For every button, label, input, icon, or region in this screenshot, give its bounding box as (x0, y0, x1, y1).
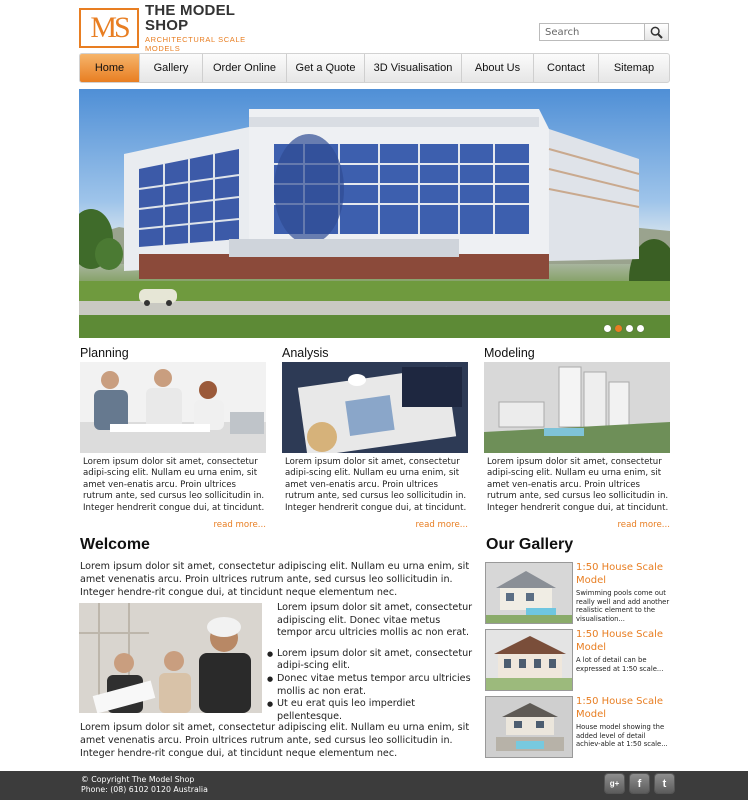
search-button[interactable] (644, 23, 669, 41)
gallery-item-title[interactable]: 1:50 House Scale Model (576, 562, 664, 586)
read-more-link[interactable]: read more... (415, 520, 468, 531)
hero-slider[interactable] (79, 89, 670, 338)
slider-dot-active[interactable] (615, 325, 622, 332)
gallery-thumb[interactable] (485, 696, 573, 758)
gallery-text (576, 562, 671, 624)
column-text: Lorem ipsum dolor sit amet, consectetur adipi-scing elit. Nullam eu urna enim, sit amet ven-enatis arcu. Proin ultrices rutrum ante, sed cursus leo sollicitudin in. Integer hendrerit congue dui, at tincidunt. (487, 457, 669, 513)
welcome-details (277, 602, 475, 723)
slider-dot[interactable] (604, 325, 611, 332)
nav-3d-visualisation[interactable]: 3D Visualisation (365, 54, 462, 82)
gallery-thumb[interactable] (485, 629, 573, 691)
column-text: Lorem ipsum dolor sit amet, consectetur adipi-scing elit. Nullam eu urna enim, sit amet ven-enatis arcu. Proin ultrices rutrum ante, sed cursus leo sollicitudin in. Integer hendrerit congue dui, at tincidunt. (285, 457, 467, 513)
slider-dots (604, 325, 644, 332)
nav-about-us[interactable]: About Us (462, 54, 534, 82)
gallery-item-desc: House model showing the added level of detail achiev-able at 1:50 scale... (576, 723, 668, 749)
column-title: Analysis (282, 346, 329, 360)
gallery-item-desc: Swimming pools come out really well and add another realistic element to the visualisation... (576, 589, 670, 623)
gallery-text (576, 629, 671, 691)
magnifier-icon (650, 26, 663, 39)
modeling-column (484, 345, 670, 530)
read-more-link[interactable]: read more... (213, 520, 266, 531)
gallery-thumb[interactable] (485, 562, 573, 624)
site-logo[interactable] (79, 2, 279, 53)
gallery-item-title[interactable]: 1:50 House Scale Model (576, 696, 664, 720)
column-text: Lorem ipsum dolor sit amet, consectetur adipi-scing elit. Nullam eu urna enim, sit amet ven-enatis arcu. Proin ultrices rutrum ante, sed cursus leo sollicitudin in. Integer hendrerit congue dui, at tincidunt. (83, 457, 265, 513)
modeling-image (484, 362, 670, 453)
search-box (539, 23, 669, 41)
analysis-image (282, 362, 468, 453)
bullet-item: ● Lorem ipsum dolor sit amet, consectetur adipi-scing elit. (267, 648, 475, 673)
gallery-item-title[interactable]: 1:50 House Scale Model (576, 629, 664, 653)
gallery-item[interactable] (485, 629, 671, 691)
facebook-icon[interactable]: f (630, 774, 649, 793)
brand-tagline: ARCHITECTURAL SCALE MODELS (145, 35, 246, 53)
nav-gallery[interactable]: Gallery (140, 54, 203, 82)
nav-contact[interactable]: Contact (534, 54, 599, 82)
gallery-text (576, 696, 671, 758)
slider-dot[interactable] (637, 325, 644, 332)
bullet-item: ● Ut eu erat quis leo imperdiet pellentesque. (267, 698, 475, 723)
twitter-icon[interactable]: t (655, 774, 674, 793)
welcome-title: Welcome (80, 536, 150, 553)
welcome-bullets (267, 648, 475, 724)
logo-mark: MS (79, 8, 139, 48)
nav-sitemap[interactable]: Sitemap (613, 62, 655, 74)
welcome-intro: Lorem ipsum dolor sit amet, consectetur adipiscing elit. Nullam eu urna enim, sit amet venenatis arcu. Proin ultrices rutrum ante, sed cursus leo sollicitudin in. Integer hendre-rit congue dui, at tincidunt neque elementum nec. (80, 561, 470, 598)
welcome-image (79, 603, 262, 713)
footer-text (81, 775, 208, 795)
bullet-item: ● Donec vitae metus tempor arcu ultricies mollis ac non erat. (267, 673, 475, 698)
welcome-outro: Lorem ipsum dolor sit amet, consectetur adipiscing elit. Nullam eu urna enim, sit amet venenatis arcu. Proin ultrices rutrum ante, sed cursus leo sollicitudin in. Integer hendre-rit congue dui, at tincidunt neque elementum nec. (80, 722, 470, 759)
column-title: Planning (80, 346, 129, 360)
social-links (605, 774, 674, 793)
analysis-column (282, 345, 468, 530)
site-footer (0, 771, 748, 800)
gallery-title: Our Gallery (486, 536, 574, 553)
nav-home[interactable]: Home (80, 54, 140, 82)
gallery-item[interactable] (485, 696, 671, 758)
nav-get-a-quote[interactable]: Get a Quote (287, 54, 365, 82)
logo-text (145, 3, 279, 53)
main-nav (79, 53, 670, 83)
planning-image (80, 362, 266, 453)
gallery-item[interactable] (485, 562, 671, 624)
brand-name: THE MODEL SHOP (145, 2, 235, 34)
slider-dot[interactable] (626, 325, 633, 332)
nav-order-online[interactable]: Order Online (203, 54, 287, 82)
copyright: © Copyright The Model Shop (81, 775, 195, 784)
search-input[interactable] (539, 23, 644, 41)
gallery-item-desc: A lot of detail can be expressed at 1:50 scale... (576, 656, 664, 673)
read-more-link[interactable]: read more... (617, 520, 670, 531)
planning-column (80, 345, 266, 530)
column-title: Modeling (484, 346, 535, 360)
phone-number: Phone: (08) 6102 0120 Australia (81, 785, 208, 794)
welcome-paragraph: Lorem ipsum dolor sit amet, consectetur adipiscing elit. Donec vitae metus tempor arcu ultricies mollis ac non erat. (277, 602, 473, 639)
google-plus-icon[interactable]: g+ (605, 774, 624, 793)
hero-building-image (79, 89, 670, 338)
